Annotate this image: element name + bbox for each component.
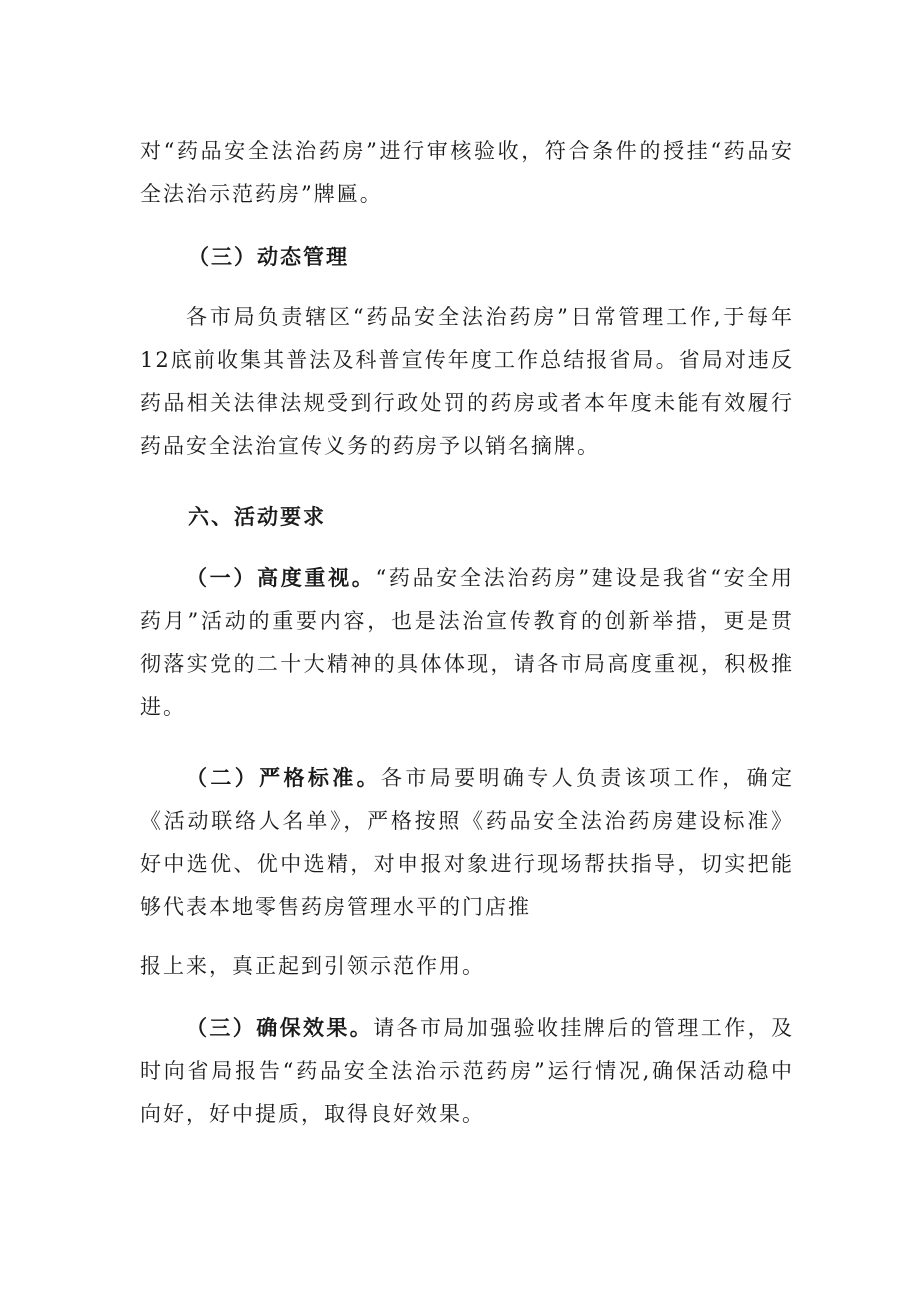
requirement-1-body: “药品安全法治药房”建设是我省“安全用药月”活动的重要内容，也是法治宣传教育的创新举措，更是贯彻落实党的二十大精神的具体体现，请各市局高度重视，积极推进。 — [140, 566, 795, 719]
requirement-3 — [140, 1007, 794, 1136]
requirement-2-continuation-text: 报上来，真正起到引领示范作用。 — [140, 954, 485, 978]
paragraph-dynamic-management-text: 各市局负责辖区“药品安全法治药房”日常管理工作,于每年12底前收集其普法及科普宣传年度工作总结报省局。省局对违反药品相关法律法规受到行政处罚的药房或者本年度未能有效履行药品安全法治宣传义务的药房予以销名摘牌。 — [140, 305, 794, 458]
requirement-1-title: （一）高度重视。 — [186, 566, 376, 590]
requirement-3-body: 请各市局加强验收挂牌后的管理工作，及时向省局报告“药品安全法治示范药房”运行情况,确保活动稳中向好，好中提质，取得良好效果。 — [140, 1016, 795, 1126]
paragraph-acceptance-text: 对“药品安全法治药房”进行审核验收，符合条件的授挂“药品安全法治示范药房”牌匾。 — [140, 139, 794, 206]
paragraph-acceptance — [140, 130, 794, 216]
requirement-2-continuation — [140, 945, 794, 988]
requirement-2 — [140, 757, 794, 929]
requirement-1 — [140, 557, 794, 729]
paragraph-dynamic-management — [140, 296, 794, 468]
requirement-3-title: （三）确保效果。 — [186, 1016, 374, 1040]
heading-dynamic-management: （三）动态管理 — [188, 245, 349, 269]
requirement-2-body: 各市局要明确专人负责该项工作，确定《活动联络人名单》，严格按照《药品安全法治药房建设标准》好中选优、优中选精，对申报对象进行现场帮扶指导，切实把能够代表本地零售药房管理水平的门店推 — [140, 766, 794, 919]
requirement-2-title: （二）严格标准。 — [186, 766, 381, 790]
section-6-title: 六、活动要求 — [188, 505, 326, 529]
